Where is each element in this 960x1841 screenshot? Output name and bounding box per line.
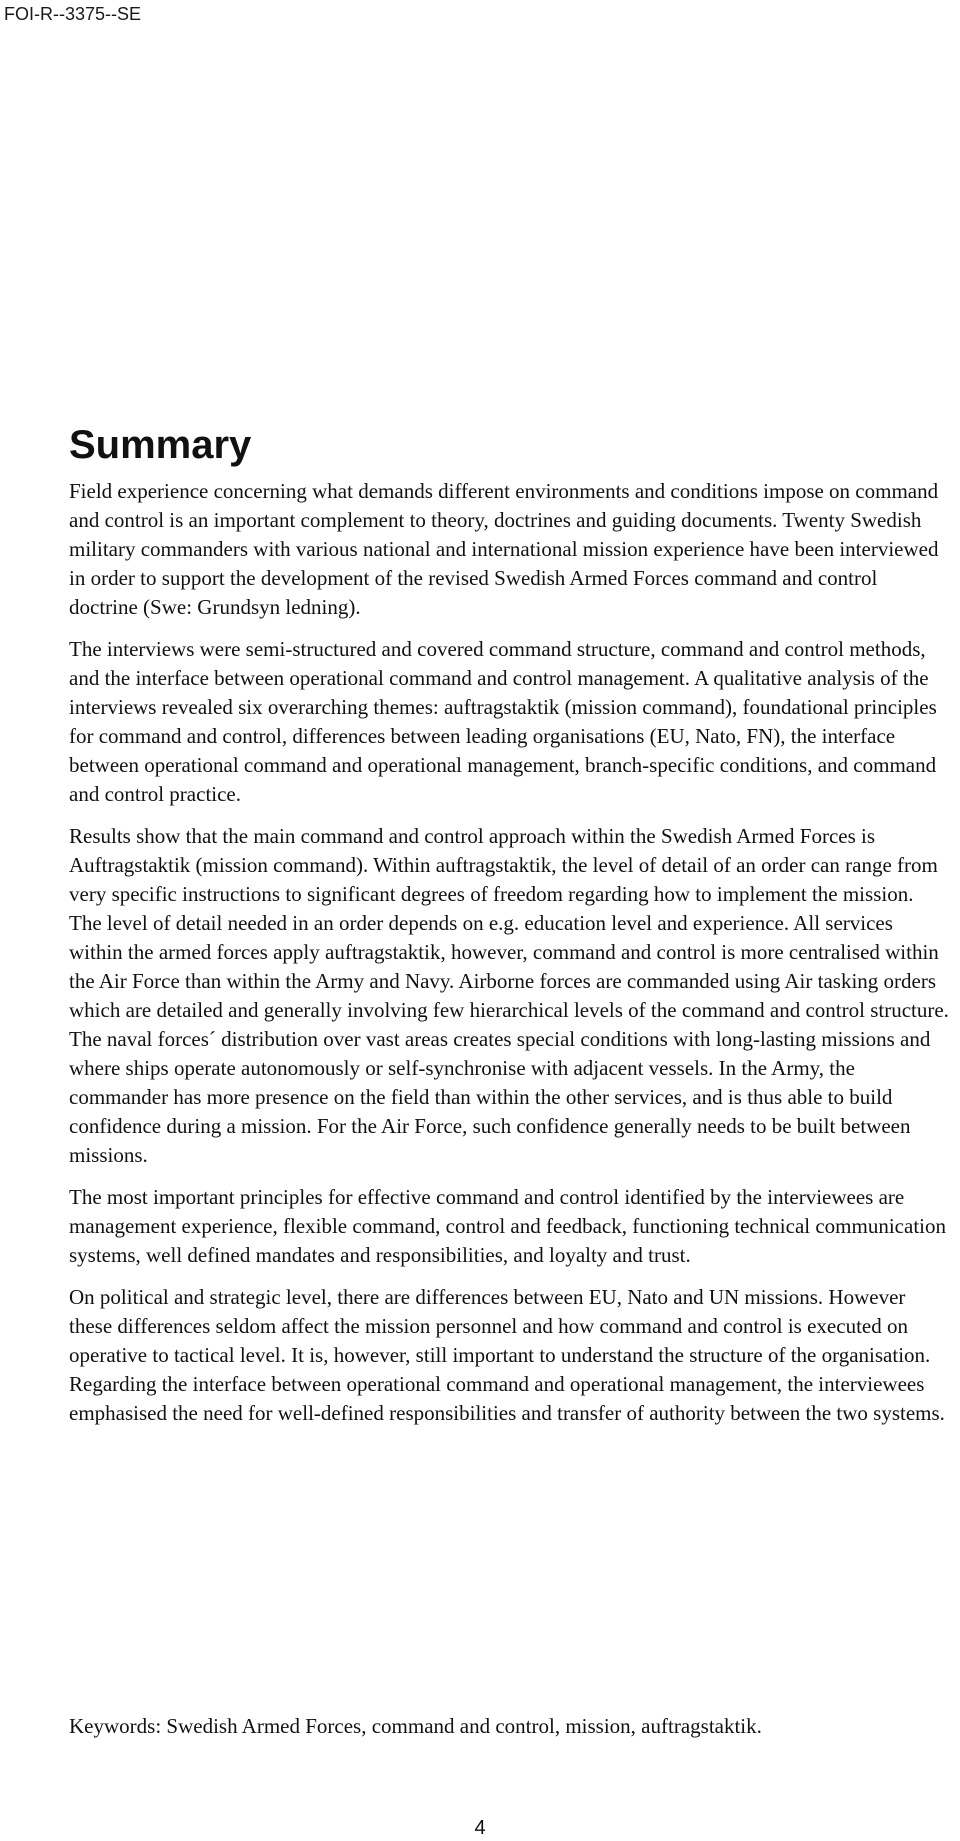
keywords: Keywords: Swedish Armed Forces, command and control, mission, auftragstaktik. [69, 1714, 762, 1738]
summary-paragraph-1: Field experience concerning what demands different environments and conditions impose on command and control is an important complement to theory, doctrines and guiding documents. Twenty Swedish military commanders with various national and international mission experience have been interviewed in order to support the development of the revised Swedish Armed Forces command and control doctrine (Swe: Grundsyn ledning). [69, 479, 939, 619]
summary-paragraph-4: The most important principles for effective command and control identified by the interviewees are management experience, flexible command, control and feedback, functioning technical communication systems, well defined mandates and responsibilities, and loyalty and trust. [69, 1185, 946, 1267]
page-title: Summary [69, 423, 252, 467]
report-id: FOI-R--3375--SE [4, 4, 142, 24]
summary-paragraph-3: Results show that the main command and control approach within the Swedish Armed Forces is Auftragstaktik (mission command). Within auftragstaktik, the level of detail of an order can range from very specific instructions to significant degrees of freedom regarding how to implement the mission. The level of detail needed in an order depends on e.g. education level and experience. All services within the armed forces apply auftragstaktik, however, command and control is more centralised within the Air Force than within the Army and Navy. Airborne forces are commanded using Air tasking orders which are detailed and generally involving few hierarchical levels of the command and control structure. The naval forces´ distribution over vast areas creates special conditions with long-lasting missions and where ships operate autonomously or self-synchronise with adjacent vessels. In the Army, the commander has more presence on the field than within the other services, and is thus able to build confidence during a mission. For the Air Force, such confidence generally needs to be built between missions. [69, 824, 949, 1167]
summary-section [69, 421, 949, 1441]
summary-paragraph-5: On political and strategic level, there are differences between EU, Nato and UN missions. However these differences seldom affect the mission personnel and how command and control is executed on operative to tactical level. It is, however, still important to understand the structure of the organisation. Regarding the interface between operational command and operational management, the interviewees emphasised the need for well-defined responsibilities and transfer of authority between the two systems. [69, 1285, 945, 1425]
summary-paragraph-2: The interviews were semi-structured and covered command structure, command and control methods, and the interface between operational command and control management. A qualitative analysis of the interviews revealed six overarching themes: auftragstaktik (mission command), foundational principles for command and control, differences between leading organisations (EU, Nato, FN), the interface between operational command and operational management, branch-specific conditions, and command and control practice. [69, 637, 937, 806]
page-number: 4 [474, 1817, 486, 1839]
